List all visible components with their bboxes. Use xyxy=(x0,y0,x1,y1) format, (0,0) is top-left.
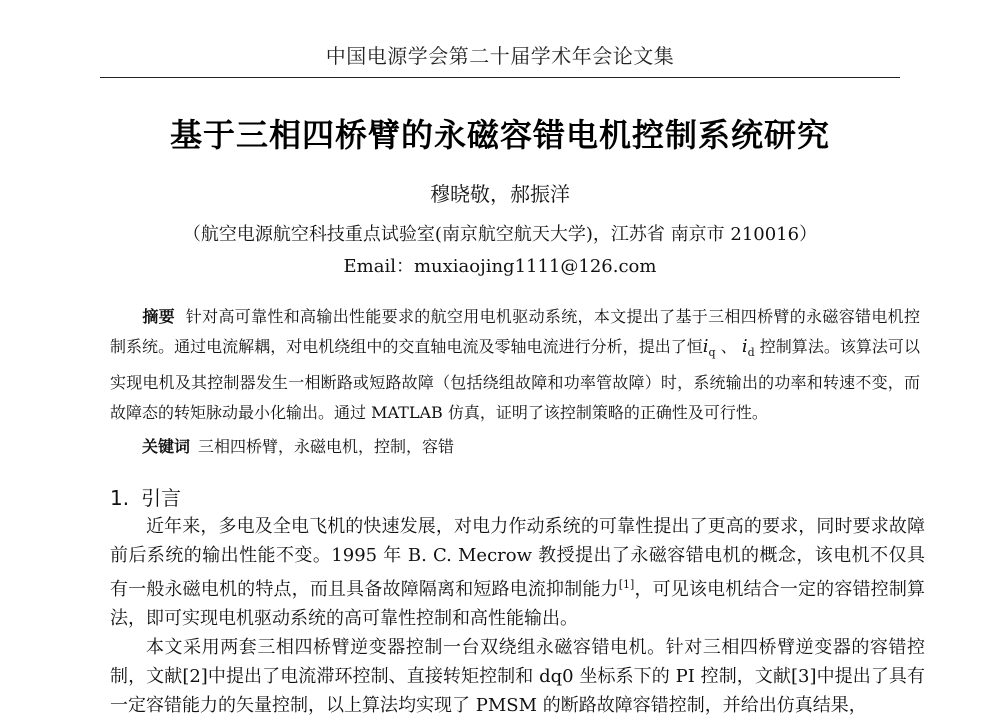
iq-symbol: i xyxy=(702,336,709,357)
abstract-text-1: 针对高可靠性和高输出性能要求的航空用电机驱动系统，本文提出了基于三相四桥臂的永磁容错电机控制系统。通过电流解耦，对电机绕组中的交直轴电流及零轴电流进行分析，提出了恒 xyxy=(110,307,920,356)
id-subscript: d xyxy=(747,346,755,360)
authors: 穆晓敬，郝振洋 xyxy=(430,182,570,206)
keywords-text: 三相四桥臂，永磁电机，控制，容错 xyxy=(198,437,455,456)
email: Email：muxiaojing1111@126.com xyxy=(343,256,657,277)
paragraph-1 xyxy=(110,512,925,633)
affiliation: （航空电源航空科技重点试验室(南京航空航天大学)，江苏省 南京市 210016） xyxy=(182,224,818,245)
citation-1: [1] xyxy=(618,578,635,591)
section-heading xyxy=(110,482,181,511)
id-symbol: i xyxy=(741,336,748,357)
running-header: 中国电源学会第二十届学术年会论文集 xyxy=(325,44,675,68)
abstract xyxy=(110,302,920,428)
iq-subscript: q xyxy=(708,346,716,360)
paragraph-1-text-b: ，可见该电机结合一定的容错控制算法，即可实现电机驱动系统的高可靠性控制和高性能输出。 xyxy=(110,579,926,629)
body-text xyxy=(110,512,925,720)
paragraph-2: 本文采用两套三相四桥臂逆变器控制一台双绕组永磁容错电机。针对三相四桥臂逆变器的容错控制，文献[2]中提出了电流滞环控制、直接转矩控制和 dq0 坐标系下的 PI 控制，文献[3]中提出了具有一定容错能力的矢量控制，以上算法均实现了 PMSM 的断路故障容错控制，并给出仿真结果， xyxy=(110,637,925,716)
abstract-label: 摘要 xyxy=(142,307,175,326)
section-title: 引言 xyxy=(141,486,182,510)
header-rule xyxy=(100,77,900,78)
paper-title: 基于三相四桥臂的永磁容错电机控制系统研究 xyxy=(169,116,830,154)
symbol-separator: 、 xyxy=(720,337,737,356)
keywords xyxy=(142,434,454,457)
section-number: 1. xyxy=(110,486,130,510)
keywords-label: 关键词 xyxy=(142,437,191,456)
abstract-text-2: 控制算法。该算法可以实现电机及其控制器发生一相断路或短路故障（包括绕组故障和功率管故障）时，系统输出的功率和转速不变，而故障态的转矩脉动最小化输出。通过 MATLAB 仿真，证明了该控制策略的正确性及可行性。 xyxy=(110,337,920,423)
paragraph-1-text-a: 近年来，多电及全电飞机的快速发展，对电力作动系统的可靠性提出了更高的要求，同时要求故障前后系统的输出性能不变。1995 年 B. C. Mecrow 教授提出了永磁容错电机的概念，该电机不仅具有一般永磁电机的特点，而且具备故障隔离和短路电流抑制能力 xyxy=(110,516,925,600)
